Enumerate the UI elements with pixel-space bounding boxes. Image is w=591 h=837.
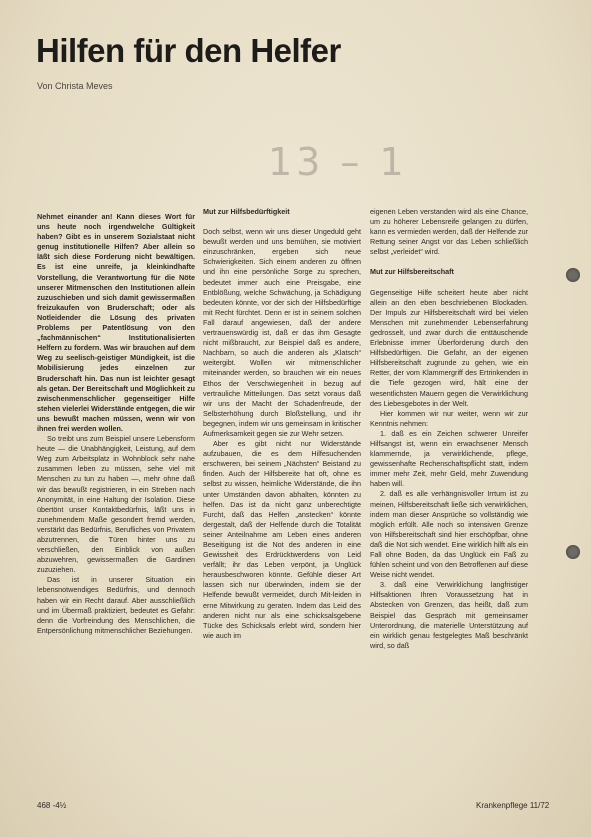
body-paragraph: eigenen Leben verstanden wird als eine Chance, um zu höherer Lebensreife gelangen zu dürfen, kann es vermieden werden, daß der Helfende zur Rettung seiner Angst vor das Leben schließlich selbst „verleidet“ wird. xyxy=(370,207,528,257)
lead-paragraph: Nehmet einander an! Kann dieses Wort für uns heute noch irgendwelche Gültigkeit haben? Gibt es in unserem Sozialstaat nicht genug institutionelle Hilfen? Aber allein so läßt sich diese Forderung nicht bewältigen. Es ist eine unreife, ja kleinkindhafte Vorstellung, die Verantwortung für die Nöte unserer Mitmenschen den Institutionen allein zuzuschieben und sich damit gewissermaßen freizukaufen von Bruderschaft; oder als Notleidender die Lösung des privaten Problems per Patentlösung von den „fachmännischen“ Institutionalisierten Helfern zu fordern. Was wir brauchen auf dem Weg zu seelisch-geistiger Mündigkeit, ist die Mobilisierung jedes einzelnen zur Bruderschaft hin. Das nun ist leichter gesagt als getan. Der Bereitschaft und Möglichkeit zu zwischenmenschlicher gegenseitiger Hilfe stehen vielerlei Widerstände entgegen, die wir uns bewußt machen müssen, wenn wir von ihnen frei werden wollen. xyxy=(37,212,195,433)
body-paragraph: Hier kommen wir nur weiter, wenn wir zur Kenntnis nehmen: xyxy=(370,408,528,428)
list-item: 3. daß eine Verwirklichung langfristiger Hilfsaktionen Ihren Voraussetzung hat in Abstecken von Grenzen, das heißt, daß zum Beispiel das Gespräch mit gemeinsamer Unterordnung, die materielle Unterstützung auf ein wirklich genau festgelegtes Maß beschränkt wird, so daß xyxy=(370,580,528,650)
journal-issue: Krankenpflege 11/72 xyxy=(476,801,550,810)
page-number: 468 -4½ xyxy=(37,801,67,810)
section-heading: Mut zur Hilfsbereitschaft xyxy=(370,267,454,277)
text-column-2 xyxy=(203,207,361,641)
byline: Von Christa Meves xyxy=(37,81,113,91)
punch-hole xyxy=(566,268,580,282)
punch-hole xyxy=(566,545,580,559)
body-paragraph: Das ist in unserer Situation ein lebensnotwendiges Bedürfnis, und dennoch haben wir ein Recht darauf. Aber ausschließlich und im Übermaß praktiziert, bedeutet es Gefahr: denn die Vorfreindung des Menschlichen, die Entpersönlichung mitmenschlicher Beziehungen. xyxy=(37,575,195,635)
body-paragraph: So treibt uns zum Beispiel unsere Lebensform heute — die Unabhängigkeit, Leistung, auf dem Weg zum Arbeitsplatz in Wohnblock sehr nahe zusammen leben zu müssen, sehe viel mit Menschen zu tun zu haben —, mehr ohne daß wir das bewußt registrieren, in ein Streben nach Anonymität, in eine Haltung der Isolation. Diese übertönt unser Kontaktbedürfnis, läßt uns in zunehmendem Maße gesondert fremd werden, verstärkt das Bedürfnis, Berufliches von Privatem abzutrennen, die Türen hinter uns zu verschließen, den Einblick von außen abzuwehren, gewissermaßen die Gardinen zuzuziehen. xyxy=(37,434,195,575)
list-item: 2. daß es alle verhängnisvoller Irrtum ist zu meinen, Hilfsbereitschaft ließe sich verwirklichen, indem man dieser Ansprüche so vollständig wie möglich erfüllt. Alle noch so intensiven Grenze von Hilfsbereitschaft sind hier erschöpfbar, ohne daß die Not sich wendet. Eine wirklich hilft als ein Fall ohne Boden, da das Unglück ein Faß zu fühlen scheint und von den Betroffenen auf diese Weise nicht wendet. xyxy=(370,489,528,580)
body-paragraph: Aber es gibt nicht nur Widerstände aufzubauen, die es dem Hilfesuchenden erschweren, bei seinem „Nächsten“ Beistand zu finden. Auch der Hilfsbereite hat oft, ohne es selbst zu wissen, heimliche Widerstände, die ihn unter Umständen davon abhalten, könnten zu helfen. Das ist da nicht ganz unberechtigte Furcht, daß das Helfen „anstecken“ könnte dergestalt, daß der Helfende durch die Totalität seiner Anteilnahme am Leben eines anderen Beseitigung ist die Not des anderen in eine Gewissheit des Erdrücktwerdens von Leid verfällt; ihr das Leben verpönt, ja Unglück herausbeschworen könnte. Gefühle dieser Art lassen sich nur überwinden, indem sie der Helfende bewußt vermeidet, durch Mit-leiden in erne Mitwirkung zu geraten. Indem das Leid des anderen nicht nur als eine schicksalsgebene Tücke des Schicksals erlebt wird, sondern hier wie auch im xyxy=(203,439,361,640)
section-heading: Mut zur Hilfsbedürftigkeit xyxy=(203,207,290,216)
list-item: 1. daß es ein Zeichen schwerer Unreifer Hilfsangst ist, wenn ein erwachsener Mensch klammernde, ja verwirklichende, pflege, gewissenhafte Rechenschaftspflicht statt, indem immer mehr Zeit, mehr Geld, mehr Zuwendung haben will. xyxy=(370,428,528,489)
pencil-annotation: 13 – 1 xyxy=(268,140,408,184)
body-paragraph: Doch selbst, wenn wir uns dieser Ungeduld geht bewußt werden und uns bemühen, sie motiviert einzuschränken, ergeben sich neue Schwierigkeiten. Sich einem anderen zu öffnen und ihn eine persönliche Sorge zu sprechen, bedeutet immer auch eine Preisgabe, eine Entblößung, welche Schwächung, ja Schädigung bedeuten könnte, vor der sich der Hilfsbedürftige mit Recht fürchtet. Denn er ist in seinem solchen Fall darauf angewiesen, daß der andere vertrauenswürdig ist, daß er das ihm Gesagte nicht mißbraucht, zur Beispiel daß es andere, Nachbarn, so auch die anderen als „Klatsch“ weitergibt. Wollen wir mitmenschlicher miteinander werden, so brauchen wir ein neues Ethos der Verschwiegenheit in bezug auf vertrauliche Mitteilungen. Das setzt voraus daß wir uns der Macht der Schadenfreude, der Selbsterhöhung durch Bloßstellung, und ihr begegnen, indem wir uns gemeinsam in kritischer Aufmerksamkeit gegen sie zur Wehr setzen. xyxy=(203,227,361,438)
body-paragraph: Gegenseitige Hilfe scheitert heute aber nicht allein an den eben beschriebenen Blockaden. Der Impuls zur Hilfsbereitschaft wird bei vielen Menschen mit zunehmender Lebenserfahrung gedrosselt, und zwar durch die enttäuschende Erlebnisse immer Überforderung durch den Hilfsbedürftigen. Die Gefahr, an der eigenen Hilfsbereitschaft zugrunde zu gehen, wie ein Retter, der vom Klammergriff des Ertrinkenden in die Tiefe gezogen wird, hält eine der wesentlichsten Mauern gegen die Verwirklichung des Liebesgebotes in der Welt. xyxy=(370,287,528,408)
text-column-1 xyxy=(37,212,195,636)
article-title: Hilfen für den Helfer xyxy=(36,32,341,69)
text-column-3 xyxy=(370,207,528,651)
